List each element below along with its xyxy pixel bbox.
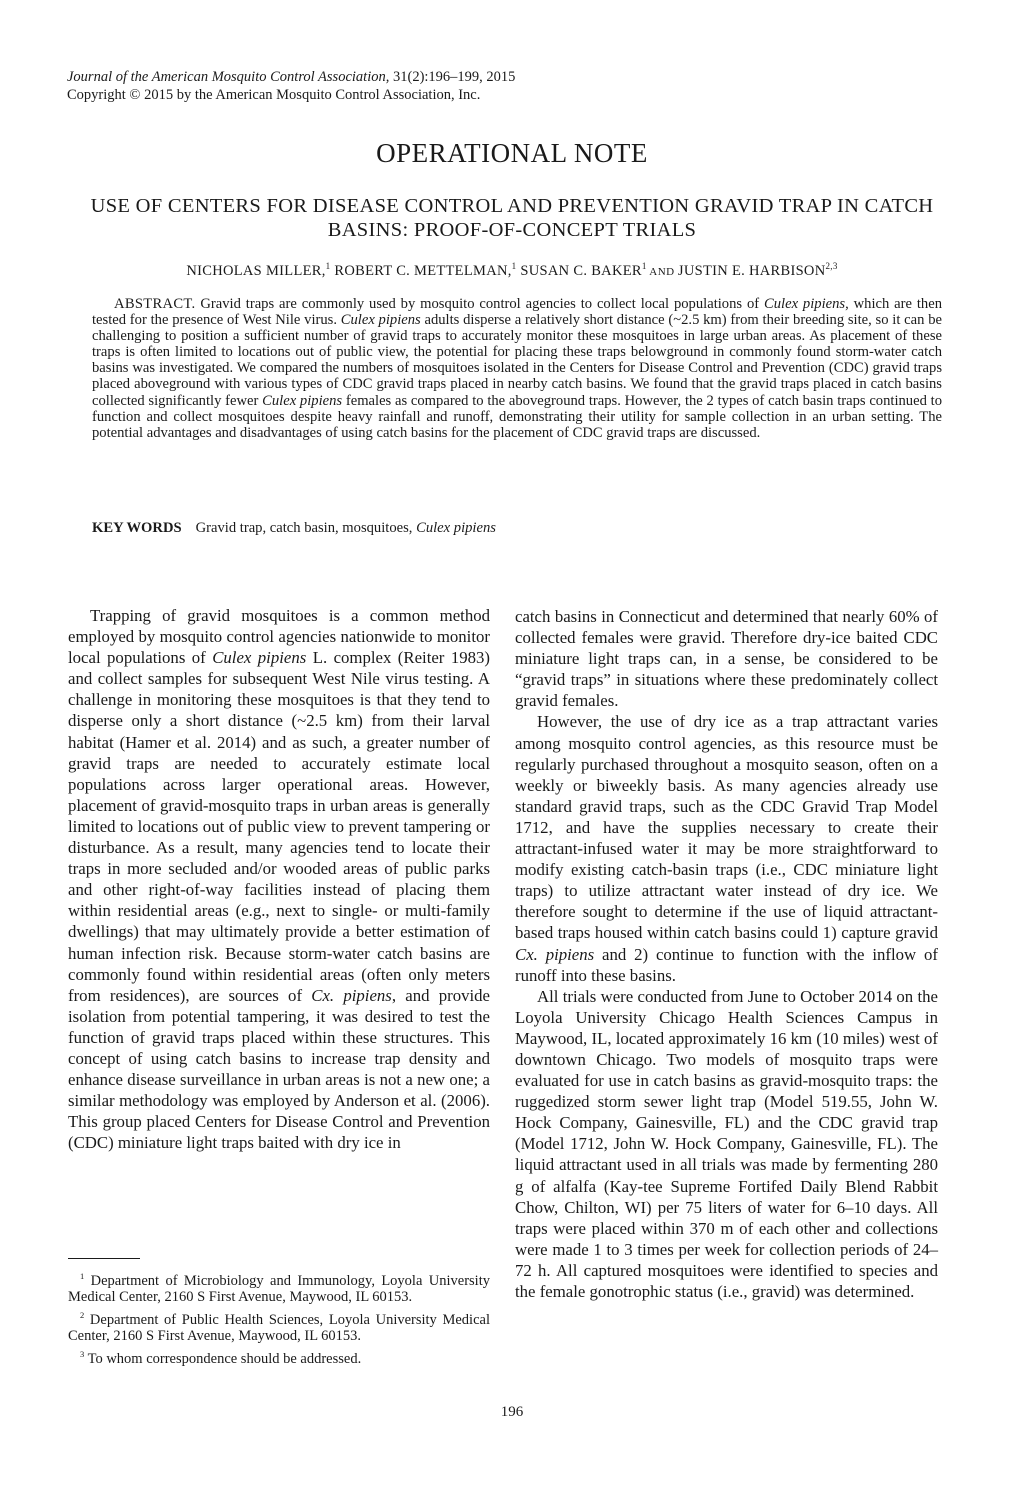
species-name: Cx. pipiens <box>515 944 595 964</box>
footnote-marker: 2 <box>80 1309 85 1320</box>
footnote-text: Department of Microbiology and Immunology, Loyola University Medical Center, 2160 S First Avenue, Maywood, IL 60153. <box>68 1272 490 1306</box>
footnote-marker: 3 <box>80 1348 85 1359</box>
species-name: Culex pipiens <box>340 312 421 329</box>
body-column-left <box>68 605 490 1153</box>
body-paragraph: All trials were conducted from June to October 2014 on the Loyola University Chicago Health Sciences Campus in Maywood, IL, located approximately 16 km (10 miles) west of downtown Chicago. Two models of mosquito traps were evaluated for use in catch basins as gravid-mosquito traps: the ruggedized storm sewer light trap (Model 519.55, John W. Hock Company, Gainesville, FL) and the CDC gravid trap (Model 1712, John W. Hock Company, Gainesville, FL). The liquid attractant used in all trials was made by fermenting 280 g of alfalfa (Kay-tee Supreme Fortifed Daily Blend Rabbit Chow, Chilton, WI) per 75 liters of water for 6–10 days. All traps were placed within 370 m of each other and collections were made 1 to 3 times per week for collection periods of 24–72 h. All captured mosquitoes were identified to species and the female gonotrophic status (i.e., gravid) was determined. <box>515 986 938 1301</box>
abstract <box>92 296 942 441</box>
abstract-text: adults disperse a relatively short distance (~2.5 km) from their breeding site, so it can be challenging to position a sufficient number of gravid traps to accurately monitor these mosquitoes in large urban areas. As placement of these traps is often limited to locations out of public view, the potential for placing these traps belowground in commonly found storm-water catch basins was investigated. We compared the numbers of mosquitoes isolated in the Centers for Disease Control and Prevention (CDC) gravid traps placed aboveground with various types of CDC gravid traps placed in nearby catch basins. We found that the gravid traps placed in catch basins collected significantly fewer <box>92 312 942 409</box>
body-paragraph <box>515 711 938 985</box>
keywords-label: KEY WORDS <box>92 520 182 536</box>
copyright-line: Copyright © 2015 by the American Mosquito Control Association, Inc. <box>67 87 481 103</box>
section-title: OPERATIONAL NOTE <box>376 138 648 168</box>
keywords <box>92 520 496 537</box>
article-title: USE OF CENTERS FOR DISEASE CONTROL AND PREVENTION GRAVID TRAP IN CATCH BASINS: PROOF-OF-CONCEPT TRIALS <box>90 195 934 241</box>
journal-volume: 31(2):196–199, 2015 <box>389 69 516 85</box>
footnotes <box>68 1268 490 1368</box>
species-name: Culex pipiens <box>764 296 846 312</box>
footnote-2 <box>68 1307 490 1345</box>
author-2: ROBERT C. METTELMAN, <box>330 262 512 279</box>
abstract-text: , which are then tested for the presence of West Nile virus. <box>92 296 942 329</box>
body-text: and 2) continue to function with the inflow of runoff into these basins. <box>515 944 938 985</box>
species-name: Culex pipiens <box>212 648 307 668</box>
footnote-1 <box>68 1268 490 1306</box>
author-3: SUSAN C. BAKER <box>516 262 642 279</box>
journal-header <box>67 68 515 104</box>
author-list <box>0 261 1024 280</box>
footnote-3 <box>68 1346 490 1367</box>
body-paragraph: catch basins in Connecticut and determined that nearly 60% of collected females were gravid. Therefore dry-ice baited CDC miniature light traps can, in a sense, be considered to be “gravid traps” in situations where these predominately collect gravid females. <box>515 607 938 711</box>
footnote-marker: 1 <box>80 1271 85 1281</box>
footnote-rule <box>68 1258 140 1259</box>
body-paragraph <box>68 605 490 1153</box>
author-conjunction: AND <box>646 265 678 278</box>
body-text: Trapping of gravid mosquitoes is a common method employed by mosquito control agencies nationwide to monitor local populations of <box>68 606 490 668</box>
author-2-affiliation: 1 <box>511 261 517 271</box>
keywords-text: Gravid trap, catch basin, mosquitoes, <box>195 520 417 536</box>
abstract-label: ABSTRACT. <box>114 296 196 312</box>
body-text: However, the use of dry ice as a trap attractant varies among mosquito control agencies, as this resource must be regularly purchased throughout a mosquito season, often on a weekly or biweekly basis. As many agencies already use standard gravid traps, such as the CDC Gravid Trap Model 1712, and have the supplies necessary to create their attractant-infused water it may be more straightforward to modify existing catch-basin traps (i.e., CDC miniature light traps) to utilize attractant water instead of dry ice. We therefore sought to determine if the use of liquid attractant-based traps housed within catch basins could 1) capture gravid <box>515 712 938 943</box>
footnote-text: Department of Public Health Sciences, Loyola University Medical Center, 2160 S First Avenue, Maywood, IL 60153. <box>68 1311 490 1345</box>
journal-name: Journal of the American Mosquito Control Association, <box>67 69 390 85</box>
author-4-affiliation: 2,3 <box>825 261 838 271</box>
abstract-text: Gravid traps are commonly used by mosquito control agencies to collect local populations of <box>195 296 764 312</box>
author-1-affiliation: 1 <box>325 261 331 271</box>
species-name: Cx. pipiens <box>311 985 392 1005</box>
author-4: JUSTIN E. HARBISON <box>677 262 826 279</box>
species-name: Culex pipiens <box>262 392 343 409</box>
keywords-species: Culex pipiens <box>416 520 496 536</box>
body-column-right <box>515 606 938 1302</box>
footnote-text: To whom correspondence should be addressed. <box>84 1350 362 1367</box>
page-number: 196 <box>500 1404 524 1420</box>
body-text: L. complex (Reiter 1983) and collect samples for subsequent West Nile virus testing. A challenge in monitoring these mosquitoes is that they tend to disperse only a short distance (~2.5 km) from their larval habitat (Hamer et al. 2014) and as such, a greater number of gravid traps are needed to accurately estimate local populations across larger operational areas. However, placement of gravid-mosquito traps in urban areas is generally limited to locations out of public view to prevent tampering or disturbance. As a result, many agencies tend to locate their traps in more secluded and/or wooded areas of public parks and other right-of-way facilities instead of placing them within residential areas (e.g., next to single- or multi-family dwellings) that may ultimately provide a better estimation of human infection risk. Because storm-water catch basins are commonly found within residential areas (often only meters from residences), are sources of <box>68 648 490 1005</box>
author-1: NICHOLAS MILLER, <box>186 262 326 279</box>
abstract-text: females as compared to the aboveground traps. However, the 2 types of catch basin traps continued to function and collect mosquitoes despite heavy rainfall and runoff, demonstrating their utility for sample collection in an urban setting. The potential advantages and disadvantages of using catch basins for the placement of CDC gravid traps are discussed. <box>92 392 942 441</box>
journal-citation <box>67 68 515 86</box>
body-text: , and provide isolation from potential tampering, it was desired to test the function of gravid traps placed within these structures. This concept of using catch basins to increase trap density and enhance disease surveillance in urban areas is not a new one; a similar methodology was employed by Anderson et al. (2006). This group placed Centers for Disease Control and Prevention (CDC) miniature light traps baited with dry ice in <box>68 985 491 1153</box>
author-3-affiliation: 1 <box>641 261 647 271</box>
